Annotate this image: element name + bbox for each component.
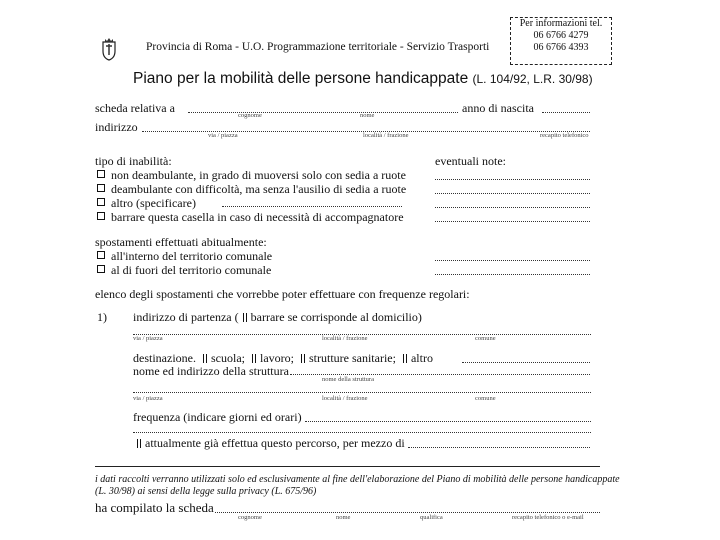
qualifica-caption: qualifica bbox=[420, 514, 443, 521]
option-label: altro (specificare) bbox=[111, 196, 196, 210]
current-label: attualmente già effettua questo percorso, per mezzo di bbox=[145, 436, 405, 450]
option-label: deambulante con difficoltà, ma senza l'ausilio di sedia a ruote bbox=[111, 182, 407, 196]
moves-option[interactable] bbox=[97, 249, 272, 264]
cognome-caption: cognome bbox=[238, 112, 262, 119]
dest-option: altro bbox=[410, 351, 433, 365]
nome-caption: nome bbox=[360, 112, 375, 119]
current-check[interactable] bbox=[137, 439, 141, 448]
title-text: Piano per la mobilità delle persone handicappate bbox=[133, 70, 469, 87]
info-phone-2: 06 6766 4393 bbox=[533, 42, 589, 53]
localita-caption: località / frazione bbox=[322, 335, 368, 342]
anno-field[interactable] bbox=[542, 112, 590, 113]
scheda-label: scheda relativa a bbox=[95, 101, 175, 115]
moves-label: spostamenti effettuati abitualmente: bbox=[95, 235, 267, 249]
trips-intro: elenco degli spostamenti che vorrebbe poter effettuare con frequenze regolari: bbox=[95, 287, 470, 301]
inability-option[interactable] bbox=[97, 168, 406, 183]
note-field[interactable] bbox=[435, 221, 590, 222]
freq-field-2[interactable] bbox=[133, 432, 591, 433]
checkbox[interactable] bbox=[97, 251, 105, 259]
freq-field[interactable] bbox=[305, 421, 591, 422]
page-title bbox=[133, 70, 593, 88]
via-caption: via / piazza bbox=[133, 335, 163, 342]
checkbox[interactable] bbox=[97, 212, 105, 220]
note-field[interactable] bbox=[435, 193, 590, 194]
inability-option[interactable] bbox=[97, 210, 404, 225]
privacy-line-2: (L. 30/98) ai sensi della legge sulla privacy (L. 675/96) bbox=[95, 486, 317, 497]
option-label: al di fuori del territorio comunale bbox=[111, 263, 272, 277]
indirizzo-label: indirizzo bbox=[95, 120, 138, 134]
current-field[interactable] bbox=[408, 447, 590, 448]
altro-field[interactable] bbox=[222, 206, 402, 207]
moves-note[interactable] bbox=[435, 260, 590, 261]
footer-divider bbox=[95, 466, 600, 467]
start-address-label bbox=[133, 310, 422, 325]
via-caption: via / piazza bbox=[133, 395, 163, 402]
localita-caption: località / frazione bbox=[363, 132, 409, 139]
localita-caption: località / frazione bbox=[322, 395, 368, 402]
scheda-field[interactable] bbox=[188, 112, 458, 113]
cognome-caption: cognome bbox=[238, 514, 262, 521]
note-field[interactable] bbox=[435, 179, 590, 180]
struct-label: nome ed indirizzo della struttura bbox=[133, 364, 289, 378]
dest-label: destinazione. bbox=[133, 351, 196, 365]
dest-option: lavoro; bbox=[259, 351, 294, 365]
comune-caption: comune bbox=[475, 395, 496, 402]
inability-option[interactable] bbox=[97, 182, 406, 197]
option-label: non deambulante, in grado di muoversi solo con sedia a ruote bbox=[111, 168, 406, 182]
current-route-row bbox=[133, 436, 405, 451]
freq-label: frequenza (indicare giorni ed orari) bbox=[133, 410, 302, 424]
privacy-line-1: i dati raccolti verranno utilizzati solo ed esclusivamente al fine dell'elaborazione del Piano di mobilità delle persone handicappate bbox=[95, 474, 620, 485]
crest-icon bbox=[100, 37, 118, 61]
inabilita-label: tipo di inabilità: bbox=[95, 154, 172, 168]
note-field[interactable] bbox=[435, 207, 590, 208]
option-label: all'interno del territorio comunale bbox=[111, 249, 273, 263]
checkbox[interactable] bbox=[97, 184, 105, 192]
checkbox[interactable] bbox=[97, 198, 105, 206]
dest-check[interactable] bbox=[403, 354, 407, 363]
nome-caption: nome bbox=[336, 514, 351, 521]
compiled-field[interactable] bbox=[215, 512, 600, 513]
anno-label: anno di nascita bbox=[462, 101, 534, 115]
struct-address-field[interactable] bbox=[133, 392, 591, 393]
dest-option: scuola; bbox=[210, 351, 245, 365]
struct-field[interactable] bbox=[290, 374, 590, 375]
start-label: indirizzo di partenza ( bbox=[133, 310, 239, 324]
via-caption: via / piazza bbox=[208, 132, 238, 139]
org-header: Provincia di Roma - U.O. Programmazione territoriale - Servizio Trasporti bbox=[146, 41, 490, 53]
info-title: Per informazioni tel. bbox=[519, 18, 603, 29]
checkbox[interactable] bbox=[97, 170, 105, 178]
trip-number: 1) bbox=[97, 310, 107, 324]
dest-altro-field[interactable] bbox=[462, 362, 590, 363]
dest-check[interactable] bbox=[203, 354, 207, 363]
moves-note[interactable] bbox=[435, 274, 590, 275]
dest-option: strutture sanitarie; bbox=[308, 351, 396, 365]
dest-check[interactable] bbox=[252, 354, 256, 363]
title-law: (L. 104/92, L.R. 30/98) bbox=[472, 72, 593, 86]
compiled-label: ha compilato la scheda bbox=[95, 500, 214, 515]
inability-option[interactable] bbox=[97, 196, 196, 211]
contatto-caption: recapito telefonico o e-mail bbox=[512, 514, 584, 521]
start-note: barrare se corrisponde al domicilio) bbox=[250, 310, 422, 324]
telefono-caption: recapito telefonico bbox=[540, 132, 589, 139]
info-box bbox=[510, 17, 612, 65]
domicile-check[interactable] bbox=[243, 313, 247, 322]
dest-check[interactable] bbox=[301, 354, 305, 363]
struct-name-caption: nome della struttura bbox=[322, 376, 374, 383]
notes-label: eventuali note: bbox=[435, 154, 506, 168]
moves-option[interactable] bbox=[97, 263, 271, 278]
comune-caption: comune bbox=[475, 335, 496, 342]
info-phone-1: 06 6766 4279 bbox=[533, 30, 589, 41]
checkbox[interactable] bbox=[97, 265, 105, 273]
option-label: barrare questa casella in caso di necessità di accompagnatore bbox=[111, 210, 404, 224]
